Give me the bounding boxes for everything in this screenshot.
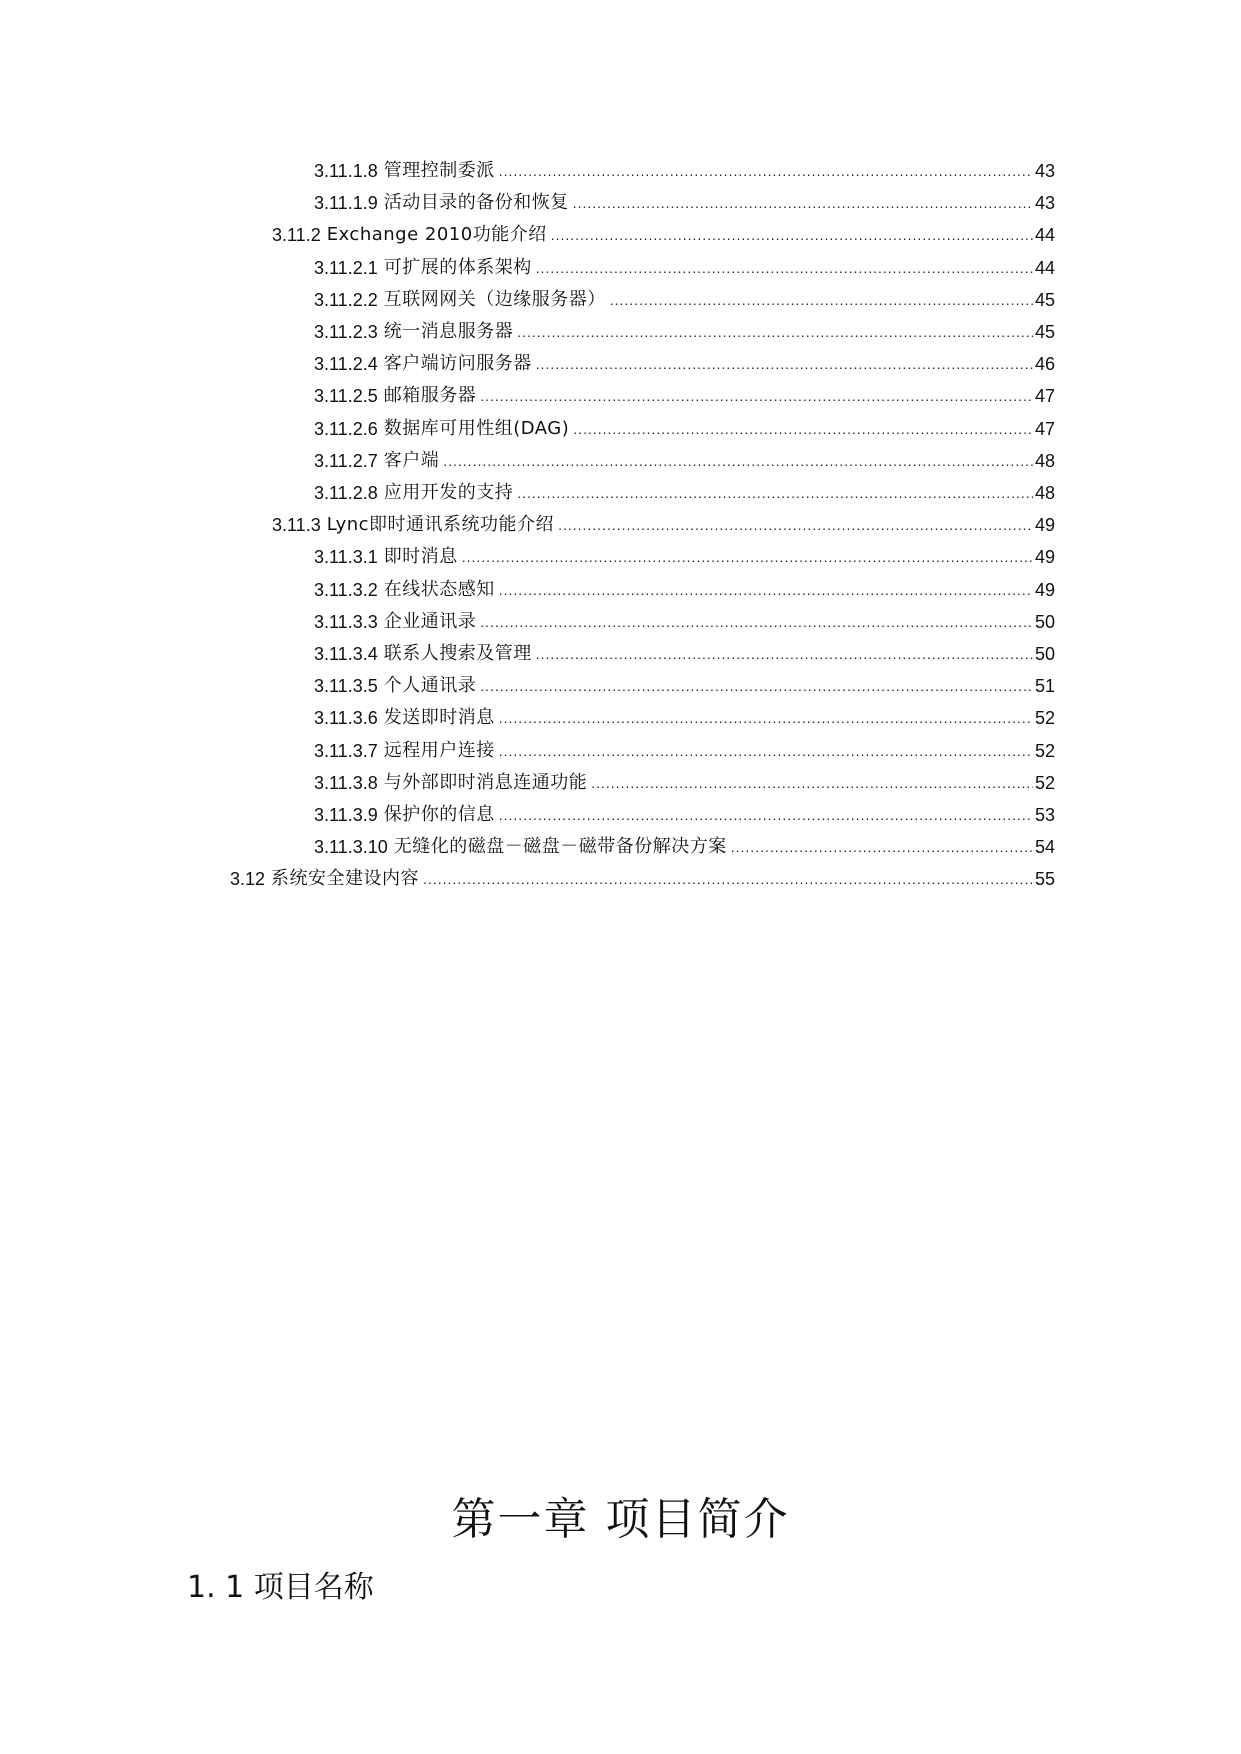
toc-entry-title: 在线状态感知: [383, 578, 495, 600]
toc-entry-title: 联系人搜索及管理: [383, 643, 532, 664]
toc-entry-number: 3.11.3.7: [314, 740, 378, 761]
toc-entry-page: 48: [1034, 450, 1055, 471]
toc-entry-number: 3.12: [230, 869, 266, 890]
toc-entry-page: 47: [1034, 386, 1055, 407]
toc-dot-leader: [517, 321, 1033, 343]
toc-dot-leader: [536, 643, 1033, 665]
toc-entry-number: 3.11.3.10: [314, 837, 388, 858]
toc-entry-number: 3.11.3.5: [314, 676, 378, 697]
toc-entry[interactable]: [314, 667, 1055, 697]
toc-entry-page: 47: [1034, 418, 1055, 439]
toc-entry-title: 远程用户连接: [383, 739, 495, 761]
toc-entry-page: 45: [1034, 322, 1055, 342]
toc-dot-leader: [423, 868, 1033, 890]
toc-entry-number: 3.11.2.1: [314, 257, 378, 278]
toc-entry-title: 可扩展的体系架构: [383, 256, 532, 278]
toc-dot-leader: [462, 546, 1033, 568]
toc-dot-leader: [443, 450, 1033, 472]
toc-entry[interactable]: [314, 313, 1055, 343]
toc-dot-leader: [499, 804, 1033, 826]
toc-entry[interactable]: [314, 732, 1055, 762]
toc-dot-leader: [499, 740, 1033, 762]
toc-entry[interactable]: [314, 796, 1055, 826]
toc-entry-title: 无缝化的磁盘－磁盘－磁带备份解决方案: [393, 836, 727, 858]
toc-entry[interactable]: [314, 764, 1055, 794]
toc-entry-title: Exchange 2010功能介绍: [326, 224, 547, 246]
toc-entry[interactable]: [314, 377, 1055, 407]
toc-dot-leader: [551, 224, 1033, 246]
toc-entry-number: 3.11.3: [272, 515, 321, 536]
toc-entry-title: 互联网网关（边缘服务器）: [383, 288, 606, 310]
toc-entry-page: 48: [1034, 483, 1055, 503]
toc-entry-number: 3.11.2.6: [314, 418, 378, 439]
toc-dot-leader: [499, 160, 1033, 182]
toc-entry-title: 与外部即时消息连通功能: [383, 771, 588, 793]
toc-entry-number: 3.11.3.1: [314, 547, 378, 568]
toc-entry-title: 企业通讯录: [383, 610, 477, 632]
toc-entry-title: 发送即时消息: [383, 707, 495, 729]
toc-entry-number: 3.11.2.2: [314, 289, 378, 310]
toc-entry[interactable]: [314, 442, 1055, 472]
toc-entry-page: 49: [1034, 547, 1055, 568]
toc-entry[interactable]: [314, 538, 1055, 568]
toc-dot-leader: [573, 418, 1033, 440]
toc-entry-title: 统一消息服务器: [383, 321, 514, 342]
toc-entry-number: 3.11.3.4: [314, 644, 378, 664]
toc-entry-title: 即时消息: [383, 546, 458, 568]
toc-dot-leader: [558, 514, 1033, 536]
toc-dot-leader: [499, 707, 1033, 729]
toc-entry-title: Lync即时通讯系统功能介绍: [326, 514, 555, 536]
toc-dot-leader: [731, 836, 1033, 858]
toc-entry[interactable]: [314, 152, 1055, 182]
toc-entry-number: 3.11.2: [272, 225, 321, 246]
toc-entry[interactable]: [314, 474, 1055, 504]
toc-dot-leader: [536, 257, 1033, 279]
toc-entry-page: 52: [1034, 772, 1055, 793]
toc-entry-page: 45: [1034, 289, 1055, 310]
toc-entry-number: 3.11.3.9: [314, 805, 378, 825]
toc-entry-number: 3.11.1.9: [314, 193, 378, 214]
toc-entry-title: 邮箱服务器: [383, 385, 477, 407]
toc-entry[interactable]: [314, 410, 1055, 440]
toc-entry[interactable]: [314, 699, 1055, 729]
toc-entry-page: 49: [1034, 579, 1055, 600]
toc-entry-page: 43: [1034, 161, 1055, 181]
toc-entry-page: 44: [1034, 257, 1055, 278]
toc-dot-leader: [591, 772, 1033, 794]
toc-entry-page: 53: [1034, 805, 1055, 825]
toc-entry[interactable]: [314, 571, 1055, 601]
toc-entry[interactable]: [230, 860, 1055, 890]
toc-entry-page: 50: [1034, 611, 1055, 632]
toc-entry[interactable]: [314, 603, 1055, 633]
toc-entry-title: 数据库可用性组(DAG): [383, 417, 570, 439]
toc-entry-number: 3.11.2.5: [314, 386, 378, 407]
toc-entry-page: 43: [1034, 193, 1055, 214]
toc-dot-leader: [610, 289, 1033, 311]
toc-entry[interactable]: [314, 249, 1055, 279]
toc-entry[interactable]: [272, 506, 1055, 536]
toc-entry-number: 3.11.2.3: [314, 322, 378, 342]
toc-entry-page: 50: [1034, 644, 1055, 664]
toc-entry-page: 52: [1034, 708, 1055, 729]
toc-entry-page: 46: [1034, 354, 1055, 375]
toc-entry-title: 客户端访问服务器: [383, 353, 532, 375]
toc-entry-page: 54: [1034, 837, 1055, 858]
toc-entry-title: 保护你的信息: [383, 804, 495, 825]
toc-dot-leader: [573, 192, 1033, 214]
toc-dot-leader: [480, 675, 1033, 697]
toc-entry-page: 55: [1034, 869, 1055, 890]
toc-dot-leader: [536, 353, 1033, 375]
toc-dot-leader: [480, 611, 1033, 633]
toc-dot-leader: [480, 385, 1033, 407]
chapter-title: 第一章 项目简介: [451, 1494, 790, 1545]
toc-entry[interactable]: [272, 216, 1055, 246]
toc-entry-title: 个人通讯录: [383, 675, 477, 697]
toc-entry-title: 系统安全建设内容: [271, 868, 420, 890]
toc-entry[interactable]: [314, 828, 1055, 858]
toc-entry-number: 3.11.3.8: [314, 772, 378, 793]
toc-entry[interactable]: [314, 184, 1055, 214]
toc-dot-leader: [499, 579, 1033, 601]
toc-entry-number: 3.11.2.4: [314, 354, 378, 375]
toc-entry-page: 49: [1034, 515, 1055, 536]
toc-entry[interactable]: [314, 281, 1055, 311]
toc-entry-title: 应用开发的支持: [383, 482, 514, 503]
toc-entry-title: 管理控制委派: [383, 160, 495, 181]
toc-entry[interactable]: [314, 345, 1055, 375]
toc-entry-number: 3.11.3.6: [314, 708, 378, 729]
toc-entry-number: 3.11.2.8: [314, 483, 378, 503]
toc-entry-number: 3.11.3.3: [314, 611, 378, 632]
toc-entry-page: 44: [1034, 225, 1055, 246]
section-title: 1. 1 项目名称: [187, 1570, 374, 1605]
toc-entry-number: 3.11.1.8: [314, 161, 378, 181]
toc-dot-leader: [517, 482, 1033, 504]
toc-entry-page: 51: [1034, 676, 1055, 697]
toc-entry-page: 52: [1034, 740, 1055, 761]
toc-entry-title: 活动目录的备份和恢复: [383, 192, 569, 214]
toc-entry[interactable]: [314, 635, 1055, 665]
toc-entry-number: 3.11.3.2: [314, 579, 378, 600]
toc-entry-number: 3.11.2.7: [314, 450, 378, 471]
toc-entry-title: 客户端: [383, 449, 440, 471]
